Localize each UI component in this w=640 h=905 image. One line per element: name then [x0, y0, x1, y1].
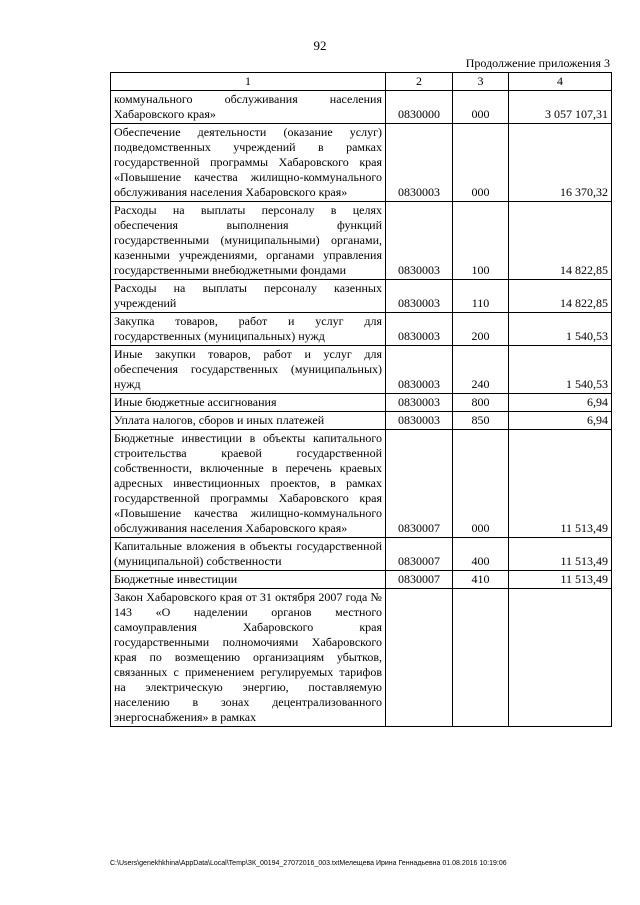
table-row — [111, 313, 612, 346]
table-row — [111, 394, 612, 412]
row-code: 0830000 — [386, 91, 453, 124]
row-code: 0830003 — [386, 394, 453, 412]
row-amount: 11 513,49 — [509, 571, 612, 589]
row-amount: 6,94 — [509, 412, 612, 430]
row-amount — [509, 589, 612, 727]
row-expense-type: 800 — [453, 394, 509, 412]
row-code: 0830003 — [386, 346, 453, 394]
table-header-row — [111, 73, 612, 91]
row-code: 0830003 — [386, 202, 453, 280]
row-amount: 14 822,85 — [509, 280, 612, 313]
table-row — [111, 346, 612, 394]
row-name: коммунального обслуживания населения Хабаровского края» — [111, 91, 386, 124]
row-name: Расходы на выплаты персоналу в целях обеспечения выполнения функций государственными (муниципальными) органами, казенными учреждениями, органами управления государственными внебюджетными фондами — [111, 202, 386, 280]
table-row — [111, 412, 612, 430]
row-code: 0830003 — [386, 124, 453, 202]
table-row — [111, 91, 612, 124]
row-expense-type: 850 — [453, 412, 509, 430]
row-code: 0830007 — [386, 430, 453, 538]
row-amount: 6,94 — [509, 394, 612, 412]
row-name: Иные закупки товаров, работ и услуг для обеспечения государственных (муниципальных) нужд — [111, 346, 386, 394]
row-expense-type: 100 — [453, 202, 509, 280]
row-name: Закон Хабаровского края от 31 октября 2007 года № 143 «О наделении органов местного самоуправления Хабаровского края государственными полномочиями Хабаровского края по возмещению организациям убытков, связанных с применением регулируемых тарифов на электрическую энергию, поставляемую населению в зонах децентрализованного энергоснабжения» в рамках — [111, 589, 386, 727]
row-expense-type: 000 — [453, 124, 509, 202]
table-row — [111, 430, 612, 538]
row-name: Расходы на выплаты персоналу казенных учреждений — [111, 280, 386, 313]
header-col-4: 4 — [509, 73, 612, 91]
row-code: 0830007 — [386, 571, 453, 589]
row-amount: 11 513,49 — [509, 538, 612, 571]
row-amount: 1 540,53 — [509, 346, 612, 394]
row-expense-type: 240 — [453, 346, 509, 394]
row-code: 0830003 — [386, 280, 453, 313]
row-expense-type: 000 — [453, 430, 509, 538]
table-row — [111, 538, 612, 571]
table-row — [111, 589, 612, 727]
table-row — [111, 280, 612, 313]
row-code: 0830003 — [386, 412, 453, 430]
continuation-caption: Продолжение приложения 3 — [465, 56, 610, 70]
table-row — [111, 571, 612, 589]
row-code: 0830003 — [386, 313, 453, 346]
header-col-3: 3 — [453, 73, 509, 91]
row-amount: 16 370,32 — [509, 124, 612, 202]
budget-table — [110, 72, 612, 727]
row-name: Капитальные вложения в объекты государственной (муниципальной) собственности — [111, 538, 386, 571]
page-number: 92 — [313, 38, 327, 53]
row-name: Бюджетные инвестиции — [111, 571, 386, 589]
header-col-1: 1 — [111, 73, 386, 91]
row-amount: 1 540,53 — [509, 313, 612, 346]
table-row — [111, 124, 612, 202]
file-path-footer: C:\Users\genekhkhina\AppData\Local\Temp\ЗК_00194_27072016_003.txtМелещева Ирина Геннадьевна 01.08.2016 10:19:06 — [110, 860, 507, 867]
row-name: Уплата налогов, сборов и иных платежей — [111, 412, 386, 430]
row-code — [386, 589, 453, 727]
table-row — [111, 202, 612, 280]
row-name: Бюджетные инвестиции в объекты капитального строительства краевой государственной собственности, включенные в перечень краевых адресных инвестиционных проектов, в рамках государственной программы Хабаровского края «Повышение качества жилищно-коммунального обслуживания населения Хабаровского края» — [111, 430, 386, 538]
row-amount: 3 057 107,31 — [509, 91, 612, 124]
row-name: Иные бюджетные ассигнования — [111, 394, 386, 412]
row-name: Обеспечение деятельности (оказание услуг) подведомственных учреждений в рамках государственной программы Хабаровского края «Повышение качества жилищно-коммунального обслуживания населения Хабаровского края» — [111, 124, 386, 202]
row-expense-type: 110 — [453, 280, 509, 313]
row-code: 0830007 — [386, 538, 453, 571]
row-expense-type — [453, 589, 509, 727]
header-col-2: 2 — [386, 73, 453, 91]
row-expense-type: 200 — [453, 313, 509, 346]
row-amount: 14 822,85 — [509, 202, 612, 280]
row-amount: 11 513,49 — [509, 430, 612, 538]
row-expense-type: 000 — [453, 91, 509, 124]
row-name: Закупка товаров, работ и услуг для государственных (муниципальных) нужд — [111, 313, 386, 346]
row-expense-type: 400 — [453, 538, 509, 571]
row-expense-type: 410 — [453, 571, 509, 589]
